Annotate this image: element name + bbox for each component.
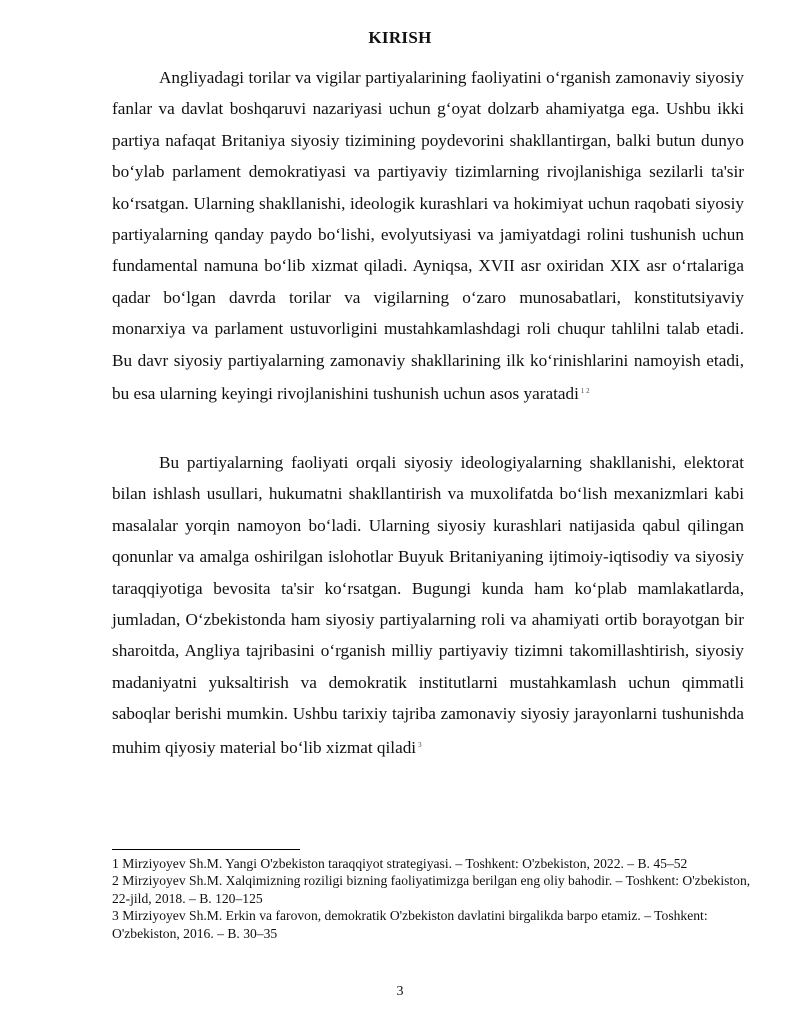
- page-number: 3: [396, 984, 404, 999]
- footnote: 3 Mirziyoyev Sh.M. Erkin va farovon, demokratik O'zbekiston davlatini birgalikda barpo etamiz. – Toshkent: O'zbekiston, 2016. – B. 30–35: [112, 908, 708, 941]
- footnote-separator: [112, 849, 300, 850]
- footnote-reference[interactable]: 3: [418, 740, 422, 749]
- footnote-reference[interactable]: 1 2: [580, 387, 590, 396]
- footnote: 1 Mirziyoyev Sh.M. Yangi O'zbekiston taraqqiyot strategiyasi. – Toshkent: O'zbekiston, 2022. – B. 45–52: [112, 856, 688, 871]
- footnote: 2 Mirziyoyev Sh.M. Xalqimizning roziligi bizning faoliyatimizga berilgan eng oliy bahodir. – Toshkent: O'zbekiston, 22-jild, 2018. – B. 120–125: [112, 873, 751, 906]
- footnotes: [112, 855, 752, 942]
- paragraph: [112, 447, 744, 763]
- paragraph: [112, 62, 744, 409]
- paragraph-text: Bu partiyalarning faoliyati orqali siyosiy ideologiyalarning shakllanishi, elektorat bilan ishlash usullari, hukumatni shakllantirish va muxolifatda bo‘lish mexanizmlari kabi masalalar yorqin namoyon bo‘ladi. Ularning siyosiy kurashlari natijasida qabul qilingan qonunlar va amalga oshirilgan islohotlar Buyuk Britaniyaning ijtimoiy-iqtisodiy va siyosiy taraqqiyotiga bevosita ta'sir ko‘rsatgan. Bugungi kunda ham ko‘plab mamlakatlarda, jumladan, O‘zbekistonda ham siyosiy partiyalarning roli va ahamiyati ortib borayotgan bir sharoitda, Angliya tajribasini o‘rganish milliy partiyaviy tizimni takomillashtirish, siyosiy madaniyatni yuksaltirish va demokratik institutlarni mustahkamlash uchun qimmatli saboqlar berishi mumkin. Ushbu tarixiy tajriba zamonaviy siyosiy jarayonlarni tushunishda muhim qiyosiy material bo‘lib xizmat qiladi: [112, 453, 744, 757]
- page-title: KIRISH: [368, 28, 432, 47]
- paragraph-text: Angliyadagi torilar va vigilar partiyalarining faoliyatini o‘rganish zamonaviy siyosiy fanlar va davlat boshqaruvi nazariyasi uchun g‘oyat dolzarb ahamiyatga ega. Ushbu ikki partiya nafaqat Britaniya siyosiy tizimining poydevorini shakllantirgan, balki butun dunyo bo‘ylab parlament demokratiyasi va partiyaviy tizimlarning rivojlanishiga sezilarli ta'sir ko‘rsatgan. Ularning shakllanishi, ideologik kurashlari va hokimiyat uchun raqobati siyosiy partiyalarning qanday paydo bo‘lishi, evolyutsiyasi va jamiyatdagi rolini tushunish uchun fundamental namuna bo‘lib xizmat qiladi. Ayniqsa, XVII asr oxiridan XIX asr o‘rtalariga qadar bo‘lgan davrda torilar va vigilarning o‘zaro munosabatlari, konstitutsiyaviy monarxiya va parlament ustuvorligini mustahkamlashdagi roli chuqur tahlilni talab etadi. Bu davr siyosiy partiyalarning zamonaviy shakllarining ilk ko‘rinishlarini namoyish etadi, bu esa ularning keyingi rivojlanishini tushunish uchun asos yaratadi: [112, 68, 744, 404]
